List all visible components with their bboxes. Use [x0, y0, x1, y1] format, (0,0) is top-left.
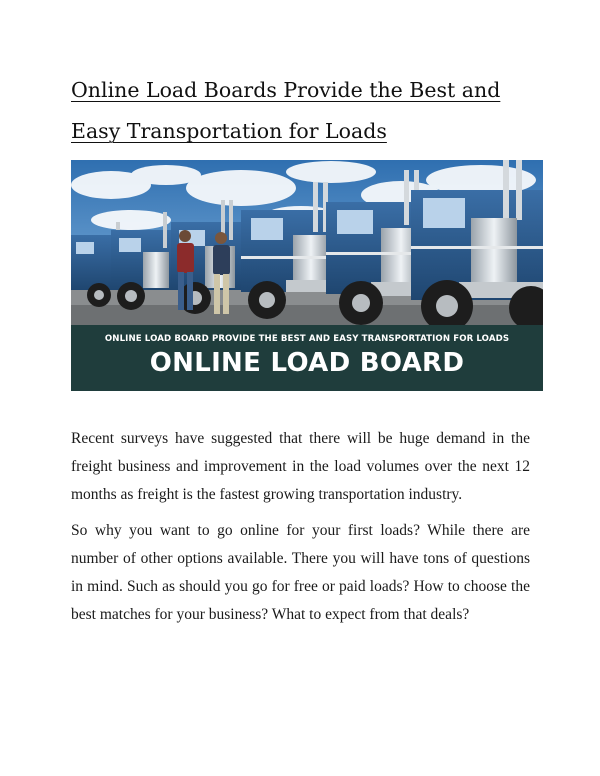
banner-headline: ONLINE LOAD BOARD: [149, 348, 465, 378]
paragraph-2: So why you want to go online for your first loads? While there are number of other options available. There you will have tons of questions in mind. Such as should you go for free or paid loads? How to choose the best matches for your business? What to expect from that deals?: [71, 522, 530, 623]
paragraph-1: Recent surveys have suggested that there will be huge demand in the freight business and improvement in the load volumes over the next 12 months as freight is the fastest growing transportation industry.: [71, 430, 530, 503]
banner-subtitle: ONLINE LOAD BOARD PROVIDE THE BEST AND EASY TRANSPORTATION FOR LOADS: [104, 334, 510, 344]
page-title: Online Load Boards Provide the Best and Easy Transportation for Loads: [71, 78, 501, 143]
hero-image: [71, 160, 543, 391]
